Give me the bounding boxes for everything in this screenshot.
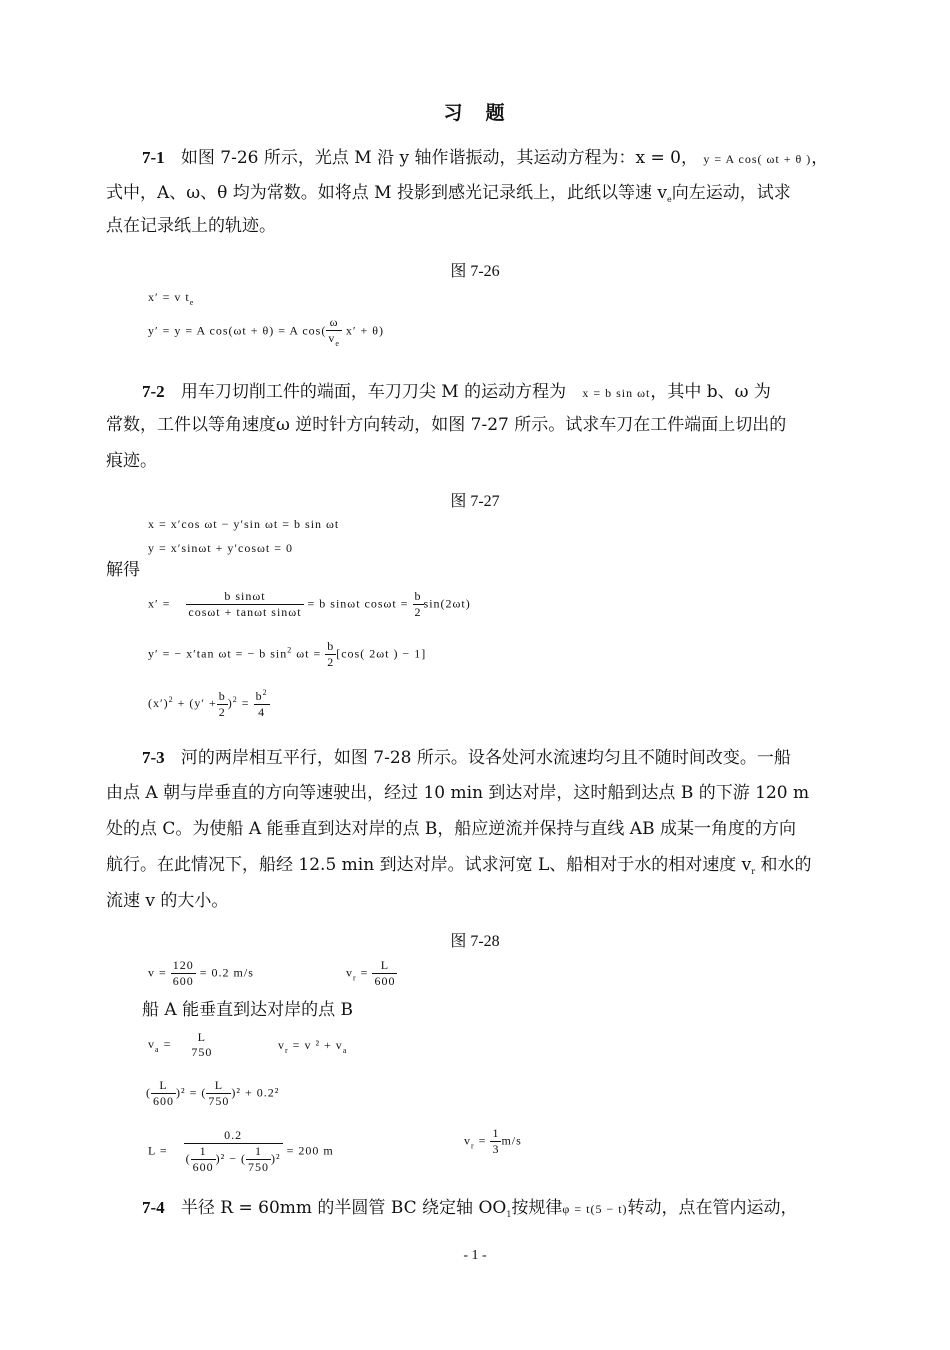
solution-equation: $v_a$ = L 750 [148, 1030, 213, 1059]
solution-equation: v = $\frac{120}{600}$ = 0.2 m/s [148, 958, 254, 988]
inline-equation: φ = t(5 − t) [562, 1202, 628, 1216]
solution-equation: y′ = y = A cos(ωt + θ) = A cos( $\frac{\omega}{v_e}$ x′ + θ) [148, 315, 385, 348]
problem-7-1-line3: 点在记录纸上的轨迹。 [106, 216, 276, 236]
problem-7-2-line1: 7-2 用车刀切削工件的端面，车刀刀尖 M 的运动方程为 x = b sin ωt，其中 b、ω 为 [142, 382, 771, 402]
inline-equation: x = b sin ωt [582, 386, 651, 400]
page-number: - 1 - [463, 1248, 487, 1263]
solution-equation: $v_r$ = $\frac{L}{600}$ [346, 958, 396, 988]
problem-label: 7-1 [142, 148, 165, 167]
figure-caption: 图 7-27 [450, 493, 500, 510]
solution-equation: x′ = v $t_e$ [148, 290, 195, 307]
problem-7-2-line2: 常数，工件以等角速度ω 逆时针方向转动，如图 7-27 所示。试求车刀在工件端面上切出的 [106, 415, 787, 435]
problem-7-3-line5: 流速 v 的大小。 [106, 891, 229, 911]
solution-equation: x = x′cos ωt − y′sin ωt = b sin ωt [148, 517, 340, 531]
problem-label: 7-2 [142, 382, 165, 401]
solution-equation: ( $\frac{L}{600}$ )² = ( $\frac{L}{750}$ )² + 0.2² [146, 1078, 280, 1108]
solve-label: 解得 [106, 560, 140, 580]
problem-7-2-line3: 痕迹。 [106, 451, 157, 471]
inline-equation: y = A cos( ωt + θ ) [703, 152, 812, 166]
problem-7-1-line1: 7-1 如图 7-26 所示，光点 M 沿 y 轴作谐振动，其运动方程为：x = 0， y = A cos( ωt + θ )， [142, 148, 829, 168]
solution-equation: y′ = − x′tan ωt = − b $\sin^2 \omega t$ = $\frac{b}{2}$ [cos( 2ωt ) − 1] [148, 639, 427, 669]
solution-equation: $(x')^2 + (y'$ + $\frac{b}{2}$ )$^2$ = $\frac{b^2}{4}$ [148, 688, 268, 719]
solution-equation: $v_r = v$ $^2 + v_a$ [278, 1038, 348, 1055]
solution-equation: y = x′sinωt + y′cosωt = 0 [148, 541, 294, 555]
solution-equation: x′ = $\frac{\text{b sinωt}}{\text{cosωt + tanωt sinωt}}$ = b sinωt cosωt = $\frac{b}{2}$ sin(2ωt) [148, 589, 471, 619]
problem-7-3-line4: 航行。在此情况下，船经 12.5 min 到达对岸。试求河宽 L、船相对于水的相对速度 $v_r$ 和水的 [106, 855, 812, 876]
problem-label: 7-3 [142, 748, 165, 767]
figure-caption: 图 7-28 [450, 933, 500, 950]
problem-label: 7-4 [142, 1198, 165, 1217]
problem-7-4-line1: 7-4 半径 R = 60mm 的半圆管 BC 绕定轴 $OO_1$按规律φ = t(5 − t)转动，点在管内运动， [142, 1198, 798, 1219]
solution-equation: $v_r$ = $\frac{1}{3}$ m/s [464, 1126, 522, 1156]
problem-7-3-line2: 由点 A 朝与岸垂直的方向等速驶出，经过 10 min 到达对岸，这时船到达点 B 的下游 120 m [106, 783, 810, 803]
figure-caption: 图 7-26 [450, 263, 500, 280]
problem-7-3-line3: 处的点 C。为使船 A 能垂直到达对岸的点 B，船应逆流并保持与直线 AB 成某一角度的方向 [106, 819, 796, 839]
problem-7-1-line2: 式中，A、ω、θ 均为常数。如将点 M 投影到感光记录纸上，此纸以等速 $v_e$向左运动，试求 [106, 183, 791, 204]
solution-equation: L = 0.2 ( $\frac{1}{600}$ )² − ( $\frac{1}{750}$ )² = 200 m [148, 1128, 334, 1174]
condition-text: 船 A 能垂直到达对岸的点 B [142, 1000, 353, 1020]
problem-7-3-line1: 7-3 河的两岸相互平行，如图 7-28 所示。设各处河水流速均匀且不随时间改变。一船 [142, 748, 791, 768]
page-title: 习 题 [443, 102, 507, 124]
